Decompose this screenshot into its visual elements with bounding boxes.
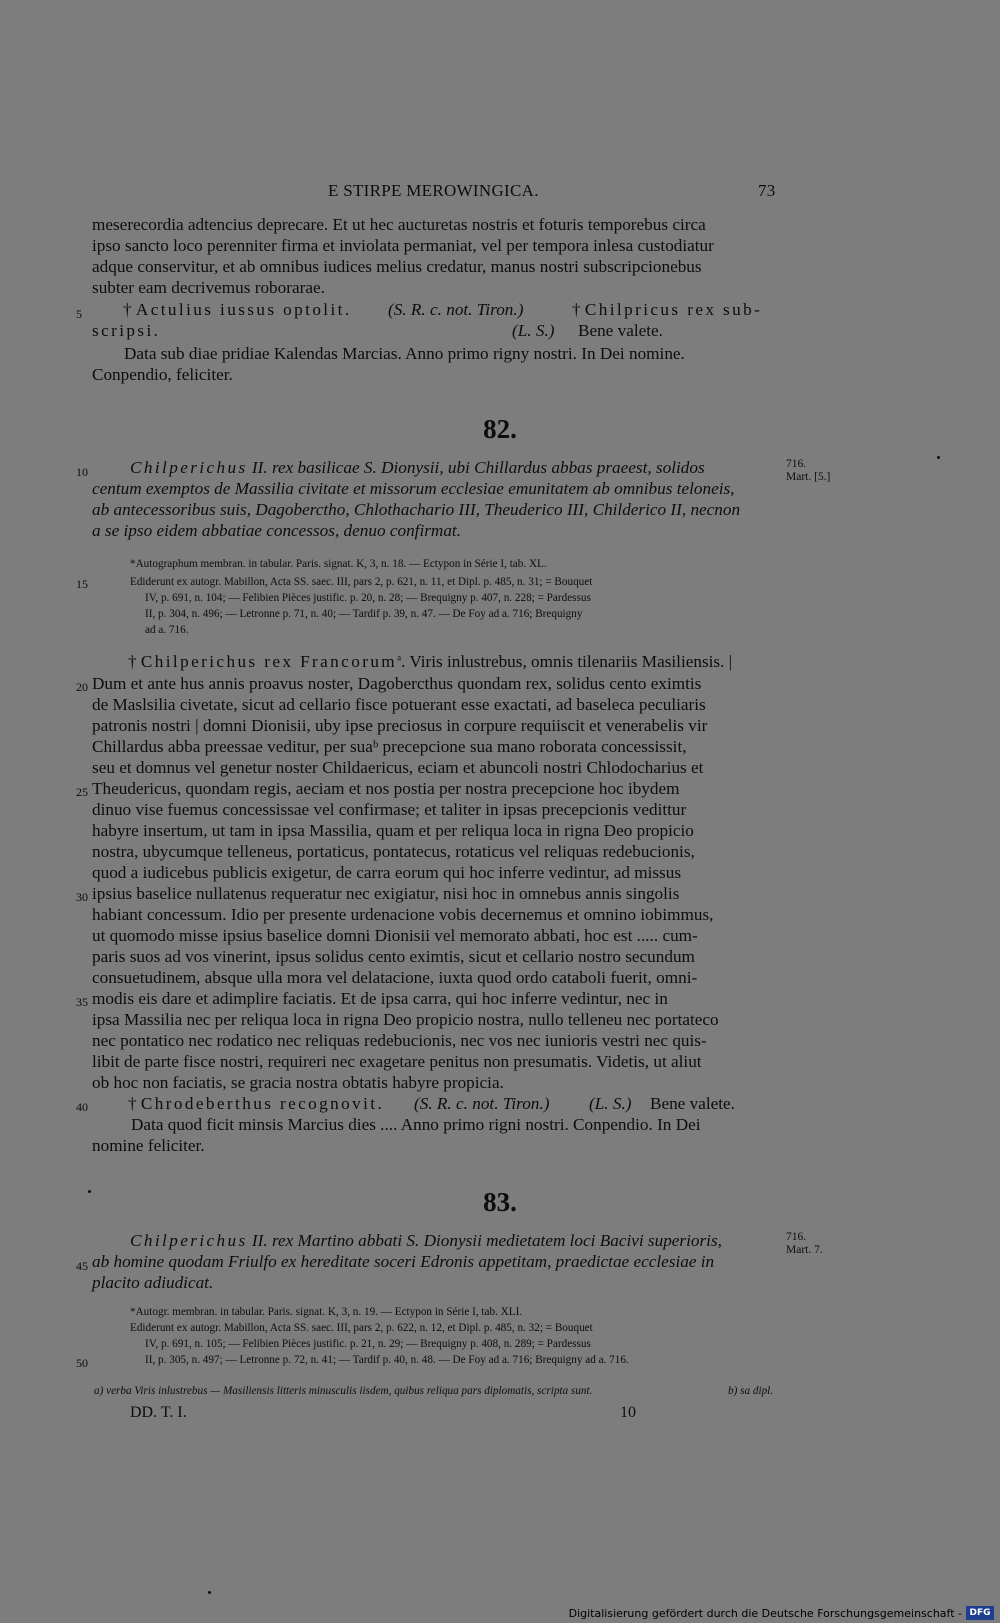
line-number: 50: [76, 1356, 88, 1370]
text-line: habyre insertum, ut tam in ipsa Massilia, quam et per reliqua loca in rigna Deo propicio: [92, 821, 694, 840]
footnote-a: a) verba Viris inlustrebus — Masiliensis litteris minusculis iisdem, quibus reliqua pars diplomatis, scripta sunt.: [94, 1385, 593, 1397]
tironian-note: (S. R. c. not. Tiron.): [388, 300, 524, 319]
scan-speck: [208, 1591, 211, 1594]
margin-month: Mart. 7.: [786, 1244, 823, 1256]
regest-king-name: Chilperichus: [130, 1231, 248, 1250]
margin-date: 716.: [786, 458, 807, 470]
apparatus-line: IV, p. 691, n. 105; — Felibien Pièces justific. p. 21, n. 29; — Brequigny p. 408, n. 289; = Pardessus: [145, 1338, 591, 1350]
regest-king-name: Chilperichus: [130, 458, 248, 477]
line-number: 10: [76, 465, 88, 479]
cross-mark: †: [123, 300, 132, 319]
margin-month: Mart. [5.]: [786, 471, 831, 483]
line-number: 15: [76, 577, 88, 591]
bene-valete: Bene valete.: [578, 321, 663, 340]
text-line: nostra, ubycumque telleneus, portaticus, pontatecus, rotaticus vel reliquas redebucionis,: [92, 842, 695, 861]
line-number: 25: [76, 785, 88, 799]
seal-mark: (L. S.): [589, 1094, 632, 1113]
apparatus-line: *Autographum membran. in tabular. Paris. signat. K, 3, n. 18. — Ectypon in Série I, tab. XL.: [130, 558, 547, 570]
line-number: 30: [76, 890, 88, 904]
dfg-logo: DFG: [966, 1606, 994, 1620]
line-number: 5: [76, 307, 82, 321]
regest-summary-line: Chilperichus II. rex Martino abbati S. Dionysii medietatem loci Bacivi superioris,: [130, 1231, 722, 1250]
page-number: 73: [758, 181, 776, 200]
king-subscription: [572, 300, 762, 320]
text-line: adque conservitur, et ab omnibus iudices melius credatur, manus nostri subscripcionebus: [92, 257, 702, 276]
scan-speck: [937, 456, 940, 459]
document-number-82: 82.: [483, 414, 517, 444]
text-line: ipso sancto loco perenniter firma et inviolata permaniat, vel per tempora inlesa custodiatur: [92, 236, 714, 255]
apparatus-line: II, p. 304, n. 496; — Letronne p. 71, n. 40; — Tardif p. 39, n. 47. — De Foy ad a. 716; Brequigny: [145, 608, 583, 620]
text-line: quod a iudicebus publicis exigetur, de carra eorum qui hoc inferre vedintur, ad missus: [92, 863, 682, 882]
cross-mark: †: [128, 652, 137, 671]
dating-clause: Data sub diae pridiae Kalendas Marcias. Anno primo rigny nostri. In Dei nomine.: [124, 344, 685, 363]
footnote-b: b) sa dipl.: [728, 1385, 774, 1397]
regest-summary-line: placito adiudicat.: [92, 1273, 214, 1292]
digitization-credit: Digitalisierung gefördert durch die Deutsche Forschungsgemeinschaft -: [568, 1607, 962, 1620]
line-number: 35: [76, 995, 88, 1009]
text-line: modis eis dare et adimplire faciatis. Et de ipsa carra, qui hoc inferre vedintur, nec in: [92, 989, 668, 1008]
regest-summary-line: a se ipso eidem abbatiae concessos, denuo confirmat.: [92, 521, 461, 540]
seal-mark: (L. S.): [512, 321, 555, 340]
text-line: ipsius baselice nullatenus requeratur nec exigiatur, nisi hoc in omnebus annis singolis: [92, 884, 680, 903]
text-line: nec pontatico nec rodatico nec reliquas redebucionis, nec vos nec iunioris vestri nec quis-: [92, 1031, 707, 1050]
text-line: habiant concessum. Idio per presente urdenacione vobis decernemus et omnino iobimmus,: [92, 905, 714, 924]
text-line: ipsa Massilia nec per reliqua loca in rigna Deo propicio nostra, nullo telleneu nec portateco: [92, 1010, 719, 1029]
subscription-line: [123, 300, 352, 320]
gathering-number: 10: [620, 1404, 636, 1421]
apparatus-line: Ediderunt ex autogr. Mabillon, Acta SS. saec. III, pars 2, p. 622, n. 12, et Dipl. p. 485, n. 32; = Bouquet: [130, 1322, 593, 1334]
text-line: dinuo vise fuemus concessissae vel confirmase; et taliter in ipsas precepcionis vedittur: [92, 800, 687, 819]
signatory-name: Actulius iussus optolit.: [135, 300, 352, 319]
cross-mark: †: [128, 1094, 137, 1113]
margin-date: 716.: [786, 1231, 807, 1243]
scan-speck: [88, 1190, 91, 1193]
text-line: Theudericus, quondam regis, aeciam et nos postia per nostra precepcione hoc ibydem: [92, 779, 680, 798]
cross-mark: †: [572, 300, 581, 319]
regest-summary-line: centum exemptos de Massilia civitate et missorum ecclesiae emunitatem ab omnibus teloneis,: [92, 479, 735, 498]
text-line: seu et domnus vel genetur noster Childaericus, eciam et abuncoli nostri Chlodocharius et: [92, 758, 704, 777]
apparatus-line: II, p. 305, n. 497; — Letronne p. 72, n. 41; — Tardif p. 40, n. 48. — De Foy ad a. 716; Brequigny ad a. 716.: [145, 1354, 629, 1366]
charter-intitulatio: † Chilperichus rex Francorum$^a$. Viris inlustrebus, omnis tilenariis Masiliensis. |: [128, 652, 733, 671]
address-text: Viris inlustrebus, omnis tilenariis Masiliensis. |: [409, 652, 733, 671]
recognition-line: [128, 1094, 384, 1114]
subscripsi-word: scripsi.: [92, 321, 161, 340]
regest-summary-line: ab homine quodam Friulfo ex hereditate soceri Edronis appetitam, praedictae ecclesiae in: [92, 1252, 715, 1271]
text-line: de Maslsilia civetate, sicut ad cellario fisce potuerant esse exactati, ad baseleca peculiaris: [92, 695, 706, 714]
dating-clause: Data quod ficit minsis Marcius dies .... Anno primo rigni nostri. Conpendio. In Dei: [131, 1115, 701, 1134]
apparatus-line: ad a. 716.: [145, 624, 189, 636]
text-line: Chillardus abba preessae veditur, per suaᵇ precepcione sua mano roborata concessissit,: [92, 737, 687, 756]
text-line: ob hoc non faciatis, se gracia nostra obtatis habyre propicia.: [92, 1073, 504, 1092]
text-line: paris suos ad vos vinerint, ipsus solidus cento eximtis, sicut et cellario nostro secundum: [92, 947, 695, 966]
text-line: ut quomodo misse ipsius baselice domni Dionisii vel memorato abbati, hoc est ..... cum-: [92, 926, 698, 945]
apparatus-line: *Autogr. membran. in tabular. Paris. signat. K, 3, n. 19. — Ectypon in Série I, tab. XLI.: [130, 1306, 523, 1318]
line-number: 45: [76, 1259, 88, 1273]
regest-summary-line: Chilperichus II. rex basilicae S. Dionysii, ubi Chillardus abbas praeest, solidos: [130, 458, 705, 477]
signature-mark: DD. T. I.: [130, 1404, 187, 1421]
tironian-note: (S. R. c. not. Tiron.): [414, 1094, 550, 1113]
apparatus-line: Ediderunt ex autogr. Mabillon, Acta SS. saec. III, pars 2, p. 621, n. 11, et Dipl. p. 485, n. 31; = Bouquet: [130, 576, 593, 588]
running-title: E STIRPE MEROWINGICA.: [328, 181, 539, 200]
king-name: Chilpricus rex sub-: [584, 300, 763, 319]
line-number: 40: [76, 1100, 88, 1114]
text-line: Dum et ante hus annis proavus noster, Dagobercthus quondam rex, solidus cento eximtis: [92, 674, 702, 693]
dating-clause-end: Conpendio, feliciter.: [92, 365, 233, 384]
document-number-83: 83.: [483, 1187, 517, 1217]
line-number: 20: [76, 680, 88, 694]
bene-valete: Bene valete.: [650, 1094, 735, 1113]
regest-summary-line: ab antecessoribus suis, Dagoberctho, Chlothachario III, Theuderico III, Childerico II, necnon: [92, 500, 741, 519]
text-line: patronis nostri | domni Dionisii, uby ipse preciosus in corpure requiiscit et venerabelis vir: [92, 716, 708, 735]
apparatus-line: IV, p. 691, n. 104; — Felibien Pièces justific. p. 20, n. 28; — Brequigny p. 407, n. 228; = Pardessus: [145, 592, 591, 604]
text-line: libit de parte fisce nostri, requireri nec exagetare penitus non presumatis. Videtis, ut aliut: [92, 1052, 702, 1071]
dating-clause-end: nomine feliciter.: [92, 1136, 205, 1155]
text-line: subter eam decrivemus roborarae.: [92, 278, 325, 297]
referendary-name: Chrodeberthus recognovit.: [140, 1094, 385, 1113]
text-line: consuetudinem, absque ulla mora vel delatacione, iuxta quod ordo cataboli fuerit, omni-: [92, 968, 698, 987]
text-line: meserecordia adtencius deprecare. Et ut hec aucturetas nostris et foturis temporebus circa: [92, 215, 706, 234]
king-title: Chilperichus rex Francorum: [140, 652, 398, 671]
